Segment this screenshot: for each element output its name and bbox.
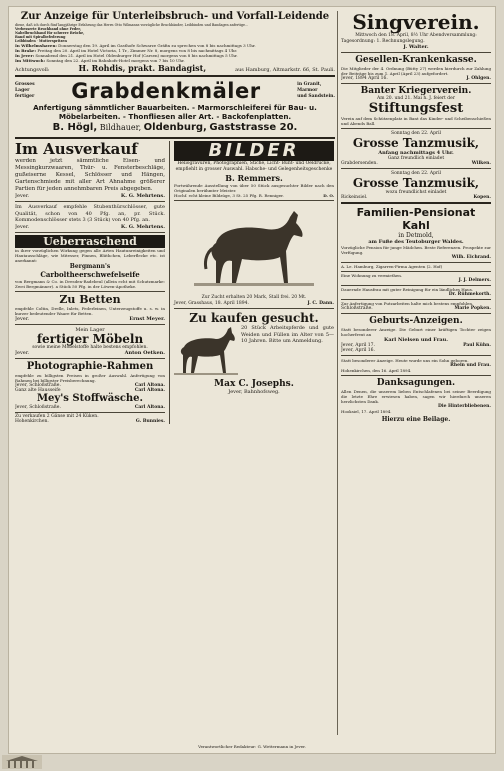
hausfrau-text: Dauernde Hausfrau mit guter Reinigung für ein ländliches Haus.: [341, 287, 474, 292]
grab-name: B. Högl,: [52, 122, 98, 133]
grabdenkmaeler-advert: [15, 79, 335, 135]
grab-post-c: und Sandstein.: [297, 94, 335, 99]
pensionat-name: Wilh. Eichrand.: [451, 255, 491, 260]
bilder-extra: Fortwährende Ausstellung von über 50 Stück ausgesuchter Bilder nach den Originalen berühmter Meister.: [174, 183, 334, 193]
photo-text: empfehle zu billigsten Preisen in großer Auswahl. Anfertigung von Rahmen bei billigster Preisberechnung.: [15, 372, 165, 383]
bruch-intro: diene, daß ich durch fünf langjährige Erfahrung das Herrn Otto Wilmanns vorzügliche Bruchbänder, Leibbinden und Bandagen anfertige...: [15, 23, 249, 27]
pensionat-city: in Detmold,: [398, 232, 434, 239]
betten-name: Ernst Meyer.: [129, 315, 165, 322]
moebel-city: Jever.: [15, 349, 30, 356]
brake-label: In Brake:: [15, 48, 37, 53]
bilder-address: Hochf. echt kleine Bildzüge, 3 St. 25 Pfg. R. Renniger.: [174, 193, 284, 198]
kaufen-title: Zu kaufen gesucht.: [189, 311, 319, 325]
tanz2-name: Kopen.: [473, 195, 491, 200]
hamburg-text: A. Le. Hamburg, Zigarren-Firma Agenten (2. Hof): [341, 264, 443, 269]
photo-title: Photographie-Rahmen: [26, 360, 154, 372]
tanz1-sub: Anfang nachmittags 4 Uhr.: [378, 150, 454, 156]
kaufen-name: Max C. Josephs.: [214, 379, 294, 389]
stubenmoebel-name: K. G. Mehrtens.: [120, 223, 165, 230]
beilage-note: Hierzu eine Beilage.: [381, 416, 451, 423]
ganz-alt: Ganz alte Hausseife: [15, 387, 61, 393]
putz-city: Schloßstraße.: [341, 306, 373, 311]
left-column: [15, 11, 335, 735]
tanz1-name: Wilken.: [471, 161, 491, 166]
grab-post-a: in Granit,: [297, 82, 322, 87]
ausverkauf-text: werden jetzt sämmtliche Eisen- und Messingkurzwaaren, Thür- u. Fensterbeschläge, gußeiserne Kessel, Schlösser und Hängen, Gartenschmiede mit aller Art Ahnahme größerer Partien für jeden annehmbaren Preis abgegeben.: [15, 158, 165, 192]
grab-line2: Anfertigung sämmtlicher Bauarbeiten. - Marmorschleiferei für Bau- u. Möbelarbeiten. - Thonfliesen aller Art. - Backofenplatten.: [33, 103, 317, 121]
brake-text: Freitag den 20. April im Hotel Victoria, 1 Tr., Zimmer Nr. 8, morgens von 8 bis nachmittags 4 Uhr.: [37, 48, 238, 53]
hengst-text: Zur Zucht erhalten 20 Mark, Stall frei. 20 Mt.: [201, 295, 307, 300]
rhodis-name: H. Rohdis, prakt. Bandagist,: [78, 63, 207, 73]
pensionat-sub: am Fuße des Teutoburger Waldes.: [368, 239, 464, 245]
stubenmoebel-city: Jever.: [15, 223, 30, 230]
ganz-alt-name: Carl Altona.: [134, 387, 165, 393]
horse-small-illustration: [174, 325, 238, 379]
stiftungsfest-title: Stiftungsfest: [368, 101, 464, 116]
right-subcolumn: [174, 141, 334, 424]
grab-pre-a: Grosses: [15, 82, 35, 87]
putz-name: Marie Popken.: [454, 306, 491, 311]
bergmann-text: von Bergmann & Co. in Dresden-Radebeul (allein echt mit Schutzmarke: Zwei Bergmänner). a Stück 50 Pfg. in der Löwen-Apotheke.: [15, 278, 165, 289]
banter-sub: Am 20. und 21. Mai h. J. feiert der: [377, 96, 455, 101]
library-building-icon: [2, 755, 42, 769]
bergmann-b: Carbolthеerschwefelseife: [40, 269, 140, 279]
grab-trade: Bildhauer,: [99, 123, 142, 132]
betten-city: Jever.: [15, 315, 30, 322]
tanz1-place: Grabdersenden.: [341, 161, 378, 166]
stoff-city: Jever, Schloßstraße.: [15, 404, 61, 410]
bauten-name: G. Bunnies.: [135, 418, 165, 424]
geburt-text: Statt besonderer Anzeige. Die Geburt einer kräftigen Tochter zeigen hocherfreut an: [341, 327, 491, 337]
pensionat-text: Vorzügliche Pension für junge Mädchen. Beste Referenzen. Prospekte zur Verfügung.: [341, 245, 491, 255]
rhodis-address: aus Hamburg, Altmarkstr. 66, St. Pauli.: [235, 67, 335, 73]
bauten-text: Zu verkaufen 2 Gänse mit 24 Küken.: [15, 413, 99, 419]
hausfrau-name: Dr. Rühmekorth.: [448, 292, 491, 297]
statt-date: Hohenkirchen, den 16. April 1894.: [341, 368, 412, 373]
hengst-date: Jever, Grasshaus, 18. April 1894.: [174, 301, 249, 306]
singverein-title: Singverein.: [352, 11, 480, 34]
betten-text: empfehle Coltin, Drelle, Inlets, Federleinen, Unterzeugstoffe u. s. w. in kurzer bedeutender Waare für Betten.: [15, 305, 165, 316]
geburt-title: Geburts-Anzeigen.: [369, 316, 463, 326]
grab-city: Oldenburg,: [143, 122, 207, 133]
mittwoch-text: Sonntag den 22. April im Bahnhofs-Hotel morgens von 7 bis 10 Uhr.: [46, 58, 185, 63]
statt-text: Statt besonderer Anzeige. Heute wurde uns ein Sohn geboren.: [341, 358, 469, 363]
achtungsvoll: Achtungsvoll:: [15, 67, 50, 73]
mein-lager: Mein Lager: [75, 326, 105, 333]
mittwoch-label: Im Mittwoch:: [15, 58, 46, 63]
gesellen-title: Gesellen-Krankenkasse.: [355, 55, 477, 65]
dank-date: Hooksiel, 17. April 1894.: [341, 409, 392, 414]
wilhelmshaven-label: In Wilhelmshaven:: [15, 43, 57, 48]
kaufen-text: 20 Stück Arbeitspferde und gute Weiden und Füllen im Alter von 5—10 Jahren. Bitte um Anmeldung.: [241, 325, 334, 344]
right-column: [341, 11, 491, 735]
grab-main: Grabdenkmäler: [71, 79, 261, 103]
moebel-name: Anton Oetken.: [124, 349, 165, 356]
gesellen-name: J. Ohlgen.: [466, 76, 491, 81]
band-title: Band mit Spiralbefederung: [15, 35, 66, 39]
geburt-name: Karl Nielsen und Frau.: [383, 337, 448, 343]
newspaper-page: [8, 6, 496, 754]
dank-title: Danksagungen.: [376, 378, 456, 388]
bergmann-a: Bergmann's: [69, 262, 111, 270]
photo-city: Jever, Schloßstraße.: [15, 382, 61, 388]
stiftungsfest-text: Verein auf dem Schützenplatz in Bant das Kinder- und Scheibenschießen und Abends Ball.: [341, 116, 491, 126]
putz-text: Zur Anfertigung von Putzarbeiten halte mich bestens empfohlen.: [341, 301, 474, 306]
column-divider: [337, 11, 338, 735]
bauten-city: Hohenkirchen.: [15, 418, 49, 424]
ausverkauf-title: Im Ausverkauf: [15, 140, 138, 158]
gesellen-text: Die Mitglieder der 4. Ordnung (Bütty 27) werden hierdurch zur Zahlung der Beiträge bis zum 1. April (April 23) aufgefordert.: [341, 66, 491, 76]
dank-text: Allen Denen, die unserem lieben Entschlafenen bei seiner Beerdigung die letzte Ehre erwiesen haben, sagen wir hierdurch unseren herzlichsten Dank.: [341, 389, 491, 404]
bilder-text: Heliogravüren, Photographien, Stiche, Licht- Bunt- und Oeldrucke, empfiehlt in grosser Auswahl. Habsche- und Gelegenheitsgeschenke: [175, 161, 333, 172]
tanz1-note: Ganz freundlich einladet: [387, 156, 445, 161]
wilhelmshaven-text: Donnerstag den 19. April im Gasthofe Schwarze Gräfin zu sprechen von 8 bis nachmittags 3 Uhr.: [58, 43, 256, 48]
leibbinden-title: Leibbinden: [15, 39, 36, 43]
left-subcolumn: [15, 141, 165, 424]
tanz1-title: Grosse Tanzmusik,: [352, 136, 480, 150]
bruch-advert: Zur Anzeige für Unterleibsbruch- und Vorfall-Leidende diene, daß ich durch fünf langjährige Erfahrung das Herrn Otto Wilmanns vorzügliche Bruchbänder, Leibbinden und Bandagen anfertige... Verbesserte Bruchband ohne Feder, Nabelbruchband für schwere Brüche, Band mit Spiralbefederung Leibbinden · Mutterspritzen In Wilhelmshaven: Donnerstag den 19. April im Gasthofe Schwarze Gräfin zu sprechen von 8 bis nachmittags 3 Uhr. In Brake: Freitag den 20. April im Hotel Victoria, 1 Tr., Zimmer Nr. 8, morgens von 8 bis nachmittags 4 Uhr. In Jever: Sonnabend den 21. April im Hotel Oldenburger Hof (Carsen) morgens von 8 bis nachmittags 5 Uhr. Im Mittwoch: Sonntag den 22. April im Bahnhofs-Hotel morgens von 7 bis 10 Uhr. Achtungsvoll: H. Rohdis, prakt. Bandagist, aus Hamburg, Altmarkstr. 66, St. Pauli.: [15, 11, 335, 73]
tanz2-title: Grosse Tanzmusik,: [352, 176, 480, 190]
gesellen-date: Jever, 1894 April 16.: [341, 76, 388, 81]
tanz2-sub: wozu freundlichst einladet: [385, 190, 447, 195]
ausverkauf-city: Jever.: [15, 193, 30, 199]
ueberraschend-title: Ueberraschend: [15, 235, 165, 248]
grab-street: Gaststrasse 20.: [209, 122, 298, 133]
grab-post-b: Marmor: [297, 88, 318, 93]
singverein-name: J. Walter.: [403, 44, 429, 50]
bilder-mark: D. O.: [323, 193, 334, 198]
bruch-heading: Zur Anzeige für Unterleibsbruch- und Vorfall-Leidende: [20, 11, 330, 22]
ausverkauf-name: K. G. Mehrtens.: [120, 193, 165, 199]
tanz1-date: Sonntag den 22. April: [390, 131, 441, 136]
moebel-text: sowie meine Möbelstoffe halte bestens empfohlen.: [32, 344, 148, 350]
stubenmoebel-text: Im Ausverkauf empfehle Stubenthürschlösser, gute Qualität, schon von 40 Pfg. an, pr. Stück. Kommodenschlösser stets 3 (3 Stück) von 40 Pfg. an.: [15, 204, 165, 223]
betten-title: Zu Betten: [59, 292, 121, 306]
nabelbruch-title: Nabelbruchband für schwere Brüche,: [15, 31, 85, 35]
tanz2-date: Sonntag den 22. April: [390, 171, 441, 176]
mutterspritzen-title: Mutterspritzen: [38, 39, 67, 43]
grab-pre-c: fertiger: [15, 94, 35, 99]
bilder-title: BILDER: [174, 141, 334, 161]
jever-label: In Jever:: [15, 53, 35, 58]
bruchband-title: Verbesserte Bruchband ohne Feder,: [15, 27, 81, 31]
singverein-sub: Mittwoch den 18. April, 8½ Uhr Abendversammlung:: [355, 33, 477, 38]
dank-name: Die Hinterbliebenen.: [438, 404, 491, 409]
jever-text: Sonnabend den 21. April im Hotel Oldenburger Hof (Carsen) morgens von 8 bis nachmittags 5 Uhr.: [35, 53, 238, 58]
photo-name: Carl Altona.: [134, 382, 165, 388]
stoff-name: Carl Altona.: [134, 404, 165, 410]
singverein-item: Tagesordnung: 1. Rechnungslegung.: [341, 38, 425, 44]
moebel-title: fertiger Möbeln: [36, 331, 144, 346]
kaufen-address: Jever, Bahnhofsweg.: [228, 389, 280, 395]
wohnung-text: Eine Wohnung zu vermiethen.: [341, 273, 403, 278]
hengst-name: J. C. Dann.: [307, 301, 334, 306]
geburt2-name: Paul Kühn.: [463, 343, 491, 348]
statt-place: Rhein und Frau.: [450, 363, 491, 368]
ueberraschend-text: in ihrer vorzüglichen Wirkung gegen alle Arten Hautunreinigkeiten und Hautausschläge, wie Mitesser, Finnen, Blüthchen, Leberflecke etc. ist anerkannt:: [15, 247, 165, 263]
bilder-name: B. Remmers.: [225, 173, 283, 183]
tanz2-place: Rickeinsiel.: [341, 195, 368, 200]
geburt-date: Jever, April 17.: [341, 343, 375, 348]
grab-pre-b: Lager: [15, 88, 30, 93]
horse-illustration: [194, 203, 314, 295]
stoff-title: Mey's Stoffwäsche.: [36, 392, 144, 404]
page-footer: Verantwortlicher Redakteur: G. Wettermann in Jever.: [198, 744, 306, 749]
banter-title: Banter Kriegerverein.: [360, 86, 472, 96]
pensionat-title: Familien-Pensionat Kahl: [356, 206, 476, 232]
geburt2-date: Jever, April 16.: [341, 348, 375, 353]
wohnung-name: J. J. Delmers.: [458, 278, 491, 283]
